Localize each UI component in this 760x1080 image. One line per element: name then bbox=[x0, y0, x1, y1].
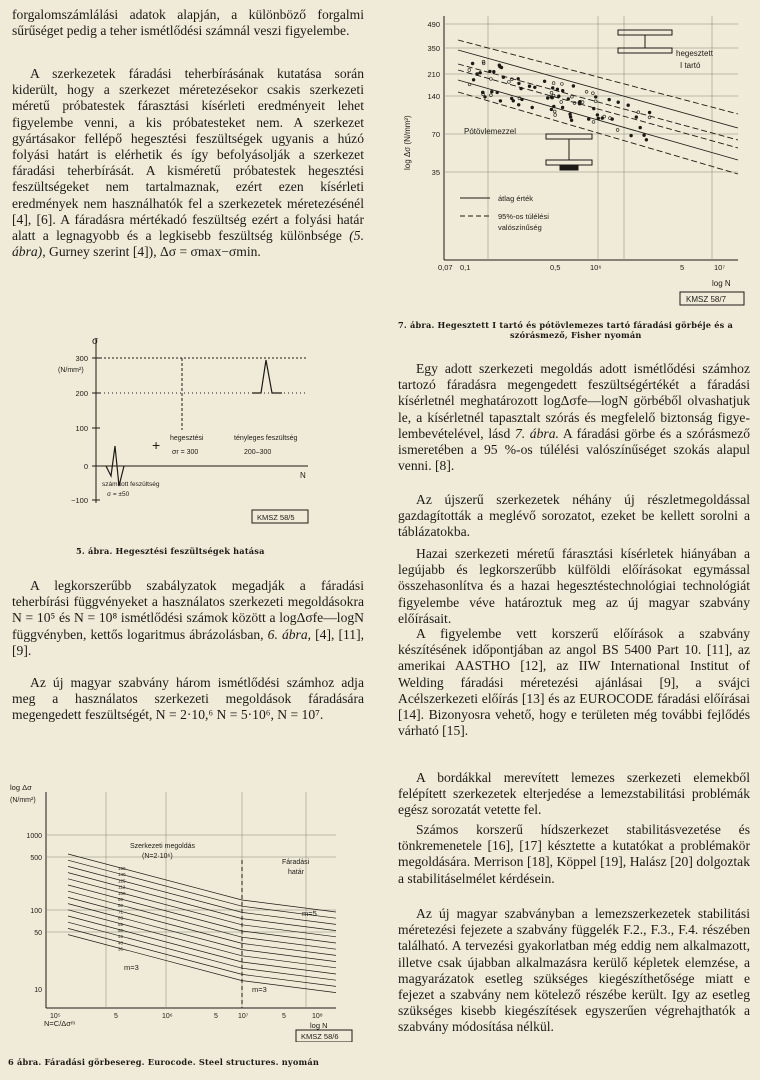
para-new-standard bbox=[12, 675, 364, 724]
fig7-test-point bbox=[578, 102, 581, 105]
fig7-legend-95-l2: valószínűség bbox=[498, 223, 542, 232]
fig7-test-point bbox=[550, 108, 553, 111]
para-r1-tail: A fáradási görbe és a szórásmező ismeretében a 95 %-os túlélési valószínűséget szokás alapul venni. [8]. bbox=[398, 425, 751, 474]
para-research-text: A szerkezetek fáradási teherbírásának kutatása során kiderült, hogy a szerkezet méretezésekor csakis szerkezeti méretű próbatestek fárasztási kísérleti eredményeit lehet figyelembe venni, a kis próbatesteket nem. A szerkezet gyártásakor fellépő hegesztési feszültségek ugyanis a húzó folyási határt is elérhetik és így befolyásolják a szerkezet fáradási teherbírását. A kisméretű próbatestek hegesztési feszültségeket nem tartalmaznak, ezért ezen kísérleti eredmények nem használhatók fel a szerkezetek méretezésénél [4], [6]. A fáradásra mértékadó feszültség ezért a folyási határ alatt a legnagyobb és a legkisebb feszültség különbsége bbox=[12, 66, 364, 244]
fig7-test-point bbox=[528, 85, 531, 88]
fig7-stamp: KMSZ 58/7 bbox=[686, 295, 727, 304]
fig7-welded-l1: hegesztett bbox=[676, 49, 713, 58]
fig7-test-point bbox=[472, 78, 475, 81]
fig6-m3a: m=3 bbox=[124, 963, 139, 972]
fig7-test-point bbox=[556, 88, 559, 91]
fig5-axis-n: N bbox=[300, 471, 306, 480]
figure-ref: 7. ábra. bbox=[514, 425, 559, 441]
fig7-test-point bbox=[546, 97, 549, 100]
fig7-test-point bbox=[561, 83, 564, 86]
fig6-x-1e7: 10⁷ bbox=[238, 1013, 249, 1020]
para-r2 bbox=[398, 492, 750, 541]
fig7-test-point bbox=[617, 101, 620, 104]
fig7-legend-95-l1: 95%-os túlélési bbox=[498, 212, 549, 221]
figure-5-caption: 5. ábra. Hegesztési feszültségek hatása bbox=[76, 546, 265, 556]
para-intro bbox=[12, 7, 364, 39]
fig6-x-1e6: 10⁶ bbox=[162, 1013, 173, 1020]
fig5-tick-neg100: −100 bbox=[71, 496, 88, 505]
para-regulations bbox=[12, 578, 364, 659]
fig7-test-point bbox=[637, 111, 640, 114]
fig7-test-point bbox=[531, 106, 534, 109]
fig5-actual-l1: tényleges feszültség bbox=[234, 435, 298, 442]
para-r4-text: A figyelembe vett korszerű előírások a szabvány készítésének időpontjában az angol BS 5400 Part 10. [11], az amerikai AASTHO [12], az IIW International Institut of Welding fáradási méretezési ajánlásai [9], a svájci Acélszerkezeti előírás [13] és az EUROCODE fáradási előírásai [14]. Bizonyosra vehető, hogy e területen még további fejlődés várható [15]. bbox=[398, 626, 750, 739]
fig7-test-point bbox=[510, 97, 513, 100]
para-research-tail: Gurney szerint [4]), Δσ = σmax−σmin. bbox=[49, 244, 261, 260]
fig7-test-point bbox=[567, 98, 570, 101]
fig5-welding-l1: hegesztési bbox=[170, 435, 204, 442]
fig7-x-01: 0,1 bbox=[460, 263, 471, 272]
fig7-test-point bbox=[603, 115, 606, 118]
fig6-m3b: m=3 bbox=[252, 985, 267, 994]
fig7-x-1e6: 10⁶ bbox=[590, 263, 602, 272]
fig7-test-point bbox=[471, 62, 474, 65]
welded-beam-icon bbox=[618, 30, 672, 53]
fig6-category-label: 140 bbox=[118, 872, 126, 878]
figure-7 bbox=[398, 10, 758, 310]
figure-7-chart bbox=[398, 10, 758, 310]
fig7-test-point bbox=[592, 107, 595, 110]
fig7-test-point bbox=[569, 116, 572, 119]
para-r5 bbox=[398, 770, 750, 819]
fig7-test-point bbox=[552, 82, 555, 85]
fig7-test-point bbox=[517, 103, 520, 106]
fig5-axis-unit: (N/mm²) bbox=[58, 367, 84, 374]
fig5-actual-wave bbox=[252, 360, 282, 393]
para-regulations-tail: [4], [11], [9]. bbox=[12, 626, 364, 658]
figure-ref: 6. ábra, bbox=[267, 626, 312, 642]
fig6-axes bbox=[46, 792, 336, 1008]
fig6-category-label: 50 bbox=[118, 928, 124, 933]
fig7-x-title: log N bbox=[712, 279, 731, 288]
para-r3-text: Hazai szerkezeti méretű fárasztási kísérletek hiányában a legújabb és legkorszerűbb külföldi előírásokat egymással összehasonlítva és a hazai hegesztéstechnológiai technológiát figyelembe véve határoztuk meg az új magyar szabvány előírásait. bbox=[398, 546, 750, 626]
fig7-test-point bbox=[597, 117, 600, 120]
fig7-test-point bbox=[533, 86, 536, 89]
fig6-category-label: 36 bbox=[118, 946, 124, 952]
fig7-test-point bbox=[648, 111, 651, 114]
fig7-test-point bbox=[627, 104, 630, 107]
para-new-standard-text: Az új magyar szabvány három ismétlődési számhoz adja meg a használatos szerkezeti megoldások fáradására megengedett feszültségét, N = 2·10,⁶ N = 5·10⁶, N = 10⁷. bbox=[12, 675, 364, 723]
fig7-tick-70: 70 bbox=[431, 130, 440, 139]
fig7-test-point bbox=[570, 119, 573, 122]
fig6-x-5a: 5 bbox=[114, 1013, 118, 1020]
fig7-test-point bbox=[492, 70, 495, 73]
fig6-struct-l2: (N=2·10⁶) bbox=[142, 853, 173, 860]
fig5-stamp: KMSZ 58/5 bbox=[257, 513, 295, 522]
fig6-tick-1000: 1000 bbox=[26, 833, 42, 840]
fig7-test-point bbox=[553, 110, 556, 113]
fig7-test-point bbox=[518, 82, 521, 85]
para-r7-text: Az új magyar szabványban a lemezszerkezetek stabilitási méretezési fejezete a szabvány függelék F.2., F.3., F.4. részében található. A tervezési gyakorlatban még eddig nem alkalmazott, illetve csak újabban alkalmazásra kerülő képletek elemzése, a magyarázatok esetleg szükséges kiegészíthetősége miatt e fejezet a szabvány nem kötelező részébe került. Igy az esetleg szükséges kisebb kiegészítések egyszerűen végrehajthatók a szabvány módosítása nélkül. bbox=[398, 906, 750, 1035]
fig7-test-point bbox=[635, 116, 638, 119]
fig6-y-title: log Δσ bbox=[10, 783, 32, 792]
fig5-calc-l2: σ = ±50 bbox=[107, 491, 130, 498]
para-regulations-text: A legkorszerűbb szabályzatok megadják a fáradási teherbírási függvényeket a használatos szerkezeti megoldásokra N = 10⁵ és N = 10⁸ ismétlődési számok között a logΔσfe—logN függvényben, kettős logaritmus ábrázolásban, bbox=[12, 578, 364, 642]
fig6-category-label: 80 bbox=[118, 903, 124, 909]
fig7-x-5: 5 bbox=[680, 263, 685, 272]
fig6-category-label: 90 bbox=[118, 897, 124, 902]
fig7-test-point bbox=[572, 85, 575, 88]
fig7-x-007: 0,07 bbox=[438, 263, 453, 272]
fig6-tick-50: 50 bbox=[34, 930, 42, 937]
fig7-y-title: log Δσ (N/mm²) bbox=[403, 115, 412, 170]
fig7-test-point bbox=[479, 71, 482, 74]
fig6-stamp: KMSZ 58/6 bbox=[301, 1032, 339, 1041]
fig6-category-label: 100 bbox=[118, 890, 126, 896]
fig7-test-point bbox=[498, 64, 501, 67]
fig5-tick-0: 0 bbox=[83, 462, 88, 471]
fig7-test-point bbox=[616, 129, 619, 132]
fig6-x-1e5: 10⁵ bbox=[50, 1013, 61, 1020]
fig7-test-point bbox=[496, 91, 499, 94]
fig7-test-point bbox=[561, 89, 564, 92]
fig6-category-label: 125 bbox=[118, 878, 126, 884]
fig7-test-point bbox=[639, 126, 642, 129]
fig7-test-point bbox=[490, 90, 493, 93]
fig5-actual-l2: 200–300 bbox=[244, 449, 272, 456]
fig6-fatigue-l1: Fáradási bbox=[282, 859, 310, 866]
para-r5-text: A bordákkal merevített lemezes szerkezeti elemekből felépített szerkezetek elterjedése a lemezstabilitási problémák egész sorozatát vetette fel. bbox=[398, 770, 750, 818]
fig7-test-point bbox=[571, 95, 574, 98]
fig7-test-point bbox=[608, 98, 611, 101]
fig7-test-point bbox=[476, 73, 479, 76]
fig7-test-point bbox=[517, 77, 520, 80]
fig5-axis-symbol: σ bbox=[92, 336, 99, 347]
fig7-test-point bbox=[561, 106, 564, 109]
fig6-fatigue-l2: határ bbox=[288, 869, 304, 876]
fig7-x-05: 0,5 bbox=[550, 263, 561, 272]
fig7-tick-490: 490 bbox=[427, 20, 440, 29]
fig5-welding-l2: σr = 300 bbox=[172, 449, 199, 456]
fig7-tick-210: 210 bbox=[427, 70, 440, 79]
fig7-test-point bbox=[592, 92, 595, 95]
fig7-test-point bbox=[594, 100, 597, 103]
fig7-legend-mean: átlag érték bbox=[498, 194, 534, 203]
para-r6-text: Számos korszerű hídszerkezet stabilitásvezetése és tönkremenetele [16], [17] késztette a kutatókat a problémakör megoldására. Merrison [18], Köppel [19], Halász [20] dolgoztak a stabilitáselmélet kérdésein. bbox=[398, 822, 750, 886]
fig6-tick-100: 100 bbox=[30, 908, 42, 915]
para-r2-text: Az újszerű szerkezetek néhány új részletmegoldással gazdagították a meglévő sorozatot, ezeket be kellett sorolni a táblázatokba. bbox=[398, 492, 750, 540]
figure-7-caption-l2: szórásmező, Fisher nyomán bbox=[510, 330, 642, 340]
fig6-x-5c: 5 bbox=[282, 1013, 286, 1020]
fig7-test-point bbox=[468, 69, 471, 72]
para-r4 bbox=[398, 626, 750, 739]
fig7-test-point bbox=[550, 91, 553, 94]
para-r1-text: Egy adott szerkezeti megoldás adott ismétlődési számhoz tartozó fáradásra megengedett feszültségértékét a fáradási kísérletnél meghatározott logΔσfe—logN görbéből olvashatjuk le, a kísérletnél tapasztalt szórás és megfelelő biztonság figyelembevételével, lásd bbox=[398, 361, 750, 441]
figure-6-chart bbox=[6, 780, 360, 1042]
fig7-test-point bbox=[482, 62, 485, 65]
fig7-test-point bbox=[645, 138, 648, 141]
fig6-category-label: 160 bbox=[118, 866, 126, 871]
fig6-category-label: 71 bbox=[118, 909, 124, 915]
fig6-category-label: 45 bbox=[118, 934, 124, 940]
fig7-test-point bbox=[596, 114, 599, 117]
figure-6-caption: 6 ábra. Fáradási görbesereg. Eurocode. Steel structures. nyomán bbox=[8, 1057, 320, 1067]
fig6-tick-10: 10 bbox=[34, 987, 42, 994]
fig6-category-label: 56 bbox=[118, 921, 124, 927]
fig7-test-point bbox=[552, 105, 555, 108]
fig5-tick-200: 200 bbox=[75, 389, 88, 398]
fig6-m5: m=5 bbox=[302, 909, 317, 918]
fig7-test-point bbox=[594, 96, 597, 99]
fig7-test-point bbox=[630, 134, 633, 137]
fig7-tick-140: 140 bbox=[427, 92, 440, 101]
para-research bbox=[12, 66, 364, 260]
fig7-test-point bbox=[484, 96, 487, 99]
para-intro-text: forgalomszámlálási adatok alapján, a különböző forgalmi sűrűséget pedig a teher ismétlődési számnál veszi figyelembe. bbox=[12, 7, 364, 39]
para-r6 bbox=[398, 822, 750, 887]
fig5-tick-100: 100 bbox=[75, 424, 88, 433]
para-r1 bbox=[398, 361, 750, 474]
fig5-calc-l1: számított feszültség bbox=[102, 481, 160, 488]
fig7-test-point bbox=[585, 90, 588, 93]
fig7-test-point bbox=[502, 76, 505, 79]
fig7-test-point bbox=[554, 114, 557, 117]
fig7-test-point bbox=[643, 134, 646, 137]
fig7-test-point bbox=[499, 100, 502, 103]
fig7-test-point bbox=[508, 81, 511, 84]
fig7-x-1e7: 10⁷ bbox=[714, 263, 726, 272]
fig6-struct-l1: Szerkezeti megoldás bbox=[130, 843, 195, 850]
fig6-y-unit: (N/mm²) bbox=[10, 797, 36, 804]
fig6-category-label: 112 bbox=[118, 884, 126, 890]
fig6-formula: N=C/Δσᵐ bbox=[44, 1019, 76, 1028]
fig7-tick-350: 350 bbox=[427, 44, 440, 53]
figure-6 bbox=[6, 780, 360, 1042]
fig7-test-point bbox=[481, 91, 484, 94]
fig7-test-point bbox=[543, 80, 546, 83]
fig7-cover-label: Pótövlemezzel bbox=[464, 127, 517, 136]
fig6-grid bbox=[46, 792, 336, 1008]
fig7-test-point bbox=[489, 70, 492, 73]
fig7-test-point bbox=[551, 87, 554, 90]
fig5-tick-300: 300 bbox=[75, 354, 88, 363]
para-r3 bbox=[398, 546, 750, 627]
figure-5-chart bbox=[12, 328, 364, 543]
cover-plate-beam-icon bbox=[546, 134, 592, 170]
figure-5 bbox=[12, 328, 364, 543]
fig7-test-point bbox=[587, 118, 590, 121]
fig6-tick-500: 500 bbox=[30, 855, 42, 862]
fig7-test-point bbox=[560, 101, 563, 104]
fig6-category-label: 40 bbox=[118, 940, 124, 946]
figure-5-y-axis bbox=[92, 338, 308, 503]
fig7-test-point bbox=[569, 113, 572, 116]
fig6-x-1e8: 10⁸ bbox=[312, 1013, 323, 1020]
fig6-x-title: log N bbox=[310, 1021, 328, 1030]
fig6-category-label: 63 bbox=[118, 915, 124, 921]
fig6-x-5b: 5 bbox=[214, 1013, 218, 1020]
fig7-tick-35: 35 bbox=[431, 168, 440, 177]
fig7-test-point bbox=[592, 121, 595, 124]
fig7-welded-l2: I tartó bbox=[680, 61, 701, 70]
fig7-test-point bbox=[557, 95, 560, 98]
fig7-test-point bbox=[520, 87, 523, 90]
figure-ref: (5. ábra), bbox=[12, 228, 364, 260]
fig5-plus: + bbox=[152, 437, 161, 453]
figure-7-caption-l1: 7. ábra. Hegesztett I tartó és pótövlemezes tartó fáradási görbéje és a bbox=[398, 320, 733, 330]
para-r7 bbox=[398, 906, 750, 1036]
fig7-test-point bbox=[490, 78, 493, 81]
